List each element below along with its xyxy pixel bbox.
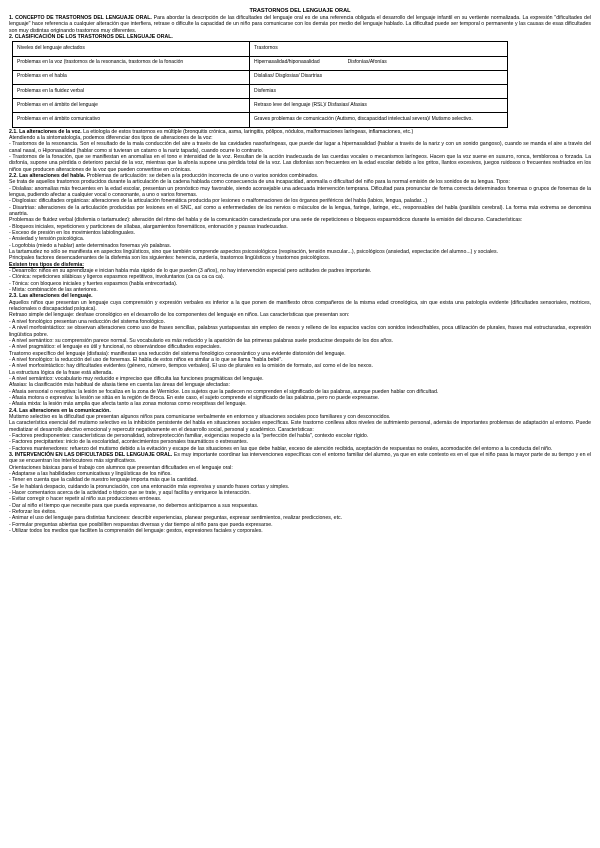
paragraph: Trastorno específico del lenguaje (disfasia): manifiestan una reducción del sistema fonológico consonántico y una evidente distorsión del lenguaje. bbox=[9, 350, 346, 357]
section-1-heading: 1. CONCEPTO DE TRASTORNOS DEL LENGUAJE ORAL. bbox=[9, 15, 152, 21]
list-item: - Afasia motora o expresiva: la lesión se sitúa en la región de Broca. En este caso, el sujeto comprende el significado de las palabras, pero no puede expresarse. bbox=[9, 394, 380, 401]
paragraph: Atendiendo a la sintomatología, podemos diferenciar dos tipos de alteraciones de la voz: bbox=[9, 134, 213, 141]
table-header-cell: Trastornos bbox=[250, 42, 508, 56]
table-cell-level: Problemas en el habla bbox=[13, 70, 250, 84]
paragraph: La característica esencial del mutismo selectivo es la inhibición persistente del habla en situaciones sociales específicas. Este trastorno conlleva altos niveles de sufrimiento personal, además de importantes problemas de adaptación al entorno. Puede mediatizar el desarrollo afectivo emocional y repercutir negativamente en el desarrollo social, personal y académico. Características: bbox=[9, 420, 591, 433]
list-item: - Se le hablará despacio, cuidando la pronunciación, con una entonación más expresiva y usando frases cortas y simples. bbox=[9, 483, 290, 490]
list-item: - A nivel fonológico presentan una reducción del sistema fonológico. bbox=[9, 318, 166, 325]
list-item: - A nivel morfosintáctico: se observan alteraciones como uso de frases sencillas, palabras yuxtapuestas sin empleo de nexos y relleno de los espacios vacíos con sonidos indescifrables, poca utilización de plurales, frases mal estructuradas, expresión lingüística pobre. bbox=[9, 325, 591, 338]
list-item: - Afasia sensorial o receptiva: la lesión se focaliza en la zona de Wernicke. Los sujetos que la padecen no comprenden el significado de las palabras, aunque pueden hablar con dificultad. bbox=[9, 388, 439, 395]
table-row bbox=[13, 56, 508, 70]
disorder-extra-text: Disfonías/Afonías bbox=[347, 59, 387, 66]
list-item: - A nivel fonológico: la reducción del uso de fonemas. El habla de estos niños es similar a lo que se llama "habla bebé". bbox=[9, 356, 283, 363]
table-cell-disorder: Disfemias bbox=[250, 84, 508, 98]
paragraph: Mutismo selectivo es la dificultad que presentan algunos niños para comunicarse verbalmente en entornos y situaciones sociales poco familiares y con desconocidos. bbox=[9, 413, 391, 420]
paragraph: La estructura lógica de la frase está alterada. bbox=[9, 369, 113, 376]
list-item: - Trastornos de la resonancia. Son el resultado de la mala conducción del aire a través de las cavidades nasofaríngeas, que puede dar lugar a hipernasalidad (hablar a través de la nariz y con un sonido gangoso), cuando se manda el aire a través del canal nasal, o Hiponasalidad (hablar como si tuvieran un catarro o la nariz tapada), cuando ocurre lo contrario. bbox=[9, 141, 591, 154]
list-item: - Factores predisponentes: características de personalidad, sobreprotección familiar, exigencias respecto a la "perfección del habla", contexto escolar rígido. bbox=[9, 433, 369, 439]
list-item: - A nivel pragmático: el lenguaje es útil y funcional, no observándose dificultades especiales. bbox=[9, 344, 221, 351]
list-item: - A nivel semántico: vocabulario muy reducido e impreciso que dificulta las funciones pragmáticas del lenguaje. bbox=[9, 375, 264, 382]
list-item: - Hacer comentarios acerca de la actividad o tópico que se trate, y aquí facilita y enriquece la interacción. bbox=[9, 490, 251, 497]
table-cell-disorder: Retraso leve del lenguaje (RSL)/ Disfasias/ Afasias bbox=[250, 99, 508, 113]
list-item: - Ansiedad y tensión psicológica. bbox=[9, 236, 85, 243]
table-row bbox=[13, 99, 508, 113]
table-cell-level: Problemas en la fluidez verbal bbox=[13, 84, 250, 98]
subsection-heading: 3. INTERVENCIÓN EN LAS DIFICULTADES DEL LENGUAJE ORAL. bbox=[9, 452, 173, 459]
list-item: - Tener en cuenta que la calidad de nuestro lenguaje importa más que la cantidad. bbox=[9, 477, 198, 484]
list-item: - Desarrollo: niños en su aprendizaje e inician habla más rápido de lo que pueden (3 años), no hay intervención especial pero actitudes de padres importante. bbox=[9, 268, 372, 275]
list-item: - Factores mantenedores: refuerzo del mutismo debido a la evitación y escape de las situaciones en las que debe hablar, exceso de atención recibida, aceptación de respuestas no orales, acomodación del entorno a la conducta del niño. bbox=[9, 445, 553, 452]
section-2-heading: 2. CLASIFICACIÓN DE LOS TRASTORNOS DEL LENGUAJE ORAL. bbox=[9, 34, 173, 41]
paragraph: Principales factores desencadenantes de la disfemia son los siguientes: herencia, zurdería, trastornos lingüísticos y trastornos psicológicos. bbox=[9, 255, 331, 262]
table-cell-level: Problemas en la voz (trastornos de la resonancia, trastornos de la fonación bbox=[13, 56, 250, 70]
document-title: TRASTORNOS DEL LENGUAJE ORAL bbox=[249, 8, 351, 14]
list-item: - Afasia mixta: la lesión más amplia que afecta tanto a las zonas motoras como receptivas del lenguaje. bbox=[9, 401, 247, 408]
table-header-cell: Niveles del lenguaje afectados bbox=[13, 42, 250, 56]
document-body bbox=[9, 129, 591, 535]
table-row bbox=[13, 84, 508, 98]
list-item: - Trastornos de la fonación, que se manifiestan en anomalías en el tono e intensidad de la voz. Resultan de la acción inadecuada de las cuerdas vocales o mecanismos laríngeos. Hacen que la voz suene en susurro, ronca, temblorosa o forzada. La disfonía, supone una pérdida o deterioro parcial de la voz, mientras que la afonía supone una pérdida total de la voz. Las disfonías son frecuentes en la edad escolar debido a los gritos, llantos excesivos, juegos ruidosos o frecuentes resfriados en los niños que producen alteraciones de la voz que pueden convertirse en crónicas. bbox=[9, 153, 591, 173]
table-cell-level: Problemas en el ámbito del lenguaje bbox=[13, 99, 250, 113]
paragraph: Afasias: la clasificación más habitual de afasia tiene en cuenta las áreas del lenguaje afectadas: bbox=[9, 382, 230, 389]
list-item: - Adaptarse a las habilidades comunicativas y lingüísticas de los niños. bbox=[9, 471, 172, 478]
list-item: - Disartrias: alteraciones de la articulación producidas por lesiones en el SNC, así como a enfermedades de los nervios o músculos de la lengua, faringe, laringe, etc., responsables del habla (parálisis cerebral). La forma más extrema se denomina anartria. bbox=[9, 204, 591, 217]
list-item: - Exceso de presión en los movimientos labiolinguales. bbox=[9, 230, 136, 236]
table-cell-level: Problemas en el ámbito comunicativo bbox=[13, 113, 250, 127]
underlined-heading: Existen tres tipos de disfemia: bbox=[9, 261, 84, 268]
list-item: - Evitar corregir o hacer repetir al niño sus producciones erróneas. bbox=[9, 496, 162, 503]
section-1 bbox=[9, 15, 591, 34]
table-cell-disorder: Dislalias/ Disglosias/ Disartrias bbox=[250, 70, 508, 84]
paragraph: Retraso simple del lenguaje: desfase cronológico en el desarrollo de los componentes del lenguaje en niños. Las características que presentan son: bbox=[9, 312, 350, 319]
subsection-heading: 2.2. Las alteraciones del habla. bbox=[9, 172, 86, 179]
table-row bbox=[13, 70, 508, 84]
subsection-heading: 2.1. La alteraciones de la voz. bbox=[9, 128, 82, 135]
table-cell-disorder: Graves problemas de comunicación (Autismo, discapacidad intelectual severa)/ Mutismo selectivo. bbox=[250, 113, 508, 127]
table-row bbox=[13, 113, 508, 127]
table-cell-disorder bbox=[250, 56, 508, 70]
list-item: - A nivel morfosintáctico: hay dificultades evidentes (género, número, tiempos verbales). El uso de plurales es la omisión de formato, así como el de los nexos. bbox=[9, 363, 373, 370]
paragraph: Orientaciones básicas para el trabajo con alumnos que presentan dificultades en el lenguaje oral: bbox=[9, 464, 233, 471]
list-item: - Reforzar los éxitos. bbox=[9, 509, 57, 516]
paragraph: Se trata de aquellos trastornos producidos durante la articulación de la cadena hablada como consecuencia de una incapacidad, anomalía o dificultad del niño para la normal emisión de los sonidos de su lengua. Tipos: bbox=[9, 179, 510, 186]
list-item: - Formular preguntas abiertas que posibiliten respuestas diversas y dar tiempo al niño para que pueda expresarse. bbox=[9, 521, 273, 528]
disorder-text: Hipernasalidad/hiponasalidad bbox=[254, 59, 320, 66]
list-item: - Animar el uso del lenguaje para distintas funciones: describir experiencias, planear preguntas, expresar sentimientos, realizar predicciones, etc. bbox=[9, 515, 343, 522]
section-paragraph bbox=[9, 452, 591, 465]
subsection-heading: 2.3. Las alteraciones del lenguaje. bbox=[9, 293, 93, 300]
list-item: - Clónica: repeticiones silábicas y ligeros espasmos repetitivos, involuntarios (ca ca ca ca ca). bbox=[9, 274, 225, 281]
paragraph: Aquellos niños que presentan un lenguaje cuya comprensión y expresión verbales es inferior a la que ponen de manifiesto otros compañeros de la misma edad cronológica, sin que exista una patología evidente (dificultades sensoriales, motrices, relacionales o discapacidad psíquica). bbox=[9, 299, 591, 313]
paragraph-text: Es muy importante coordinar las intervenciones específicas con el entorno familiar del alumno, ya que en este contexto es en el que el niño pasa la mayor parte de su tiempo y en el que se encuentran los interlocutores más significativos. bbox=[9, 452, 591, 465]
list-item: - Mixta: combinación de las anteriores. bbox=[9, 287, 98, 294]
paragraph-text: La etiología de estos trastornos es múltiple (bronquitis crónica, asma, laringitis, pólipos, nódulos, malformaciones laríngeas, inflamaciones, etc.) bbox=[81, 128, 414, 135]
list-item: - Utilizar todos los medios que faciliten la comprensión del lenguaje: gestos, expresiones faciales y corporales. bbox=[9, 528, 263, 535]
table-header-row bbox=[13, 42, 508, 56]
list-item: - Disglosias: dificultades orgánicas: alteraciones de la articulación fonemática producida por lesiones o malformaciones de los órganos periféricos del habla (labios, lengua, paladar...) bbox=[9, 198, 428, 205]
classification-table bbox=[12, 41, 508, 127]
list-item: - Factores precipitantes: inicio de la escolaridad, acontecimientos personales traumáticos o estresantes. bbox=[9, 439, 249, 446]
list-item: - Dislalias: anomalías más frecuentes en la edad escolar, presentan un pronóstico muy favorable, siendo aconsejable una adecuada intervención temprana. Dificultad para pronunciar de forma correcta determinados fonemas o grupos de fonemas de la lengua, pudiendo afectar a cualquier vocal o consonante, a uno o varios fonemas. bbox=[9, 185, 591, 198]
subsection-heading: 2.4. Las alteraciones en la comunicación. bbox=[9, 407, 111, 414]
section-1-text: Para abordar la descripción de las dificultades del lenguaje oral es de una referencia obligada el desarrollo del lenguaje infantil en su vertiente normalizada. La expresión "dificultades del lenguaje" hace referencia a cualquier alteración que interfiera, retrase o dificulte la capacidad de un niño para comunicarse con los demás por medio del lenguaje hablado. La dificultad puede ser temporal o permanente y las causas de esas dificultades son muy distintas originando trastornos muy diferentes. bbox=[9, 15, 591, 34]
paragraph: Problemas de fluidez verbal (disfemia o tartamudez): alteración del ritmo del habla y de la comunicación caracterizada por una serie de repeticiones o bloqueos espasmódicos durante la emisión del discurso. Características: bbox=[9, 217, 523, 224]
list-item: - A nivel semántico: su comprensión parece normal. Su vocabulario es más reducido y la aparición de las primeras palabras suele producirse después de los dos años. bbox=[9, 337, 394, 344]
list-item: - Dar al niño el tiempo que necesite para que pueda expresarse, no debemos anticiparnos a sus respuestas. bbox=[9, 502, 259, 509]
paragraph: La tartamudez no sólo se manifiesta en aspectos lingüísticos, sino que también comprende aspectos psicosiológicos (respiración, tensión muscular...), psicológicos (ansiedad, expectación del alumno...) y sociales. bbox=[9, 249, 499, 256]
paragraph-text: Problemas de articulación: se deben a la producción incorrecta de uno o varios sonidos combinados. bbox=[85, 172, 319, 179]
list-item: - Bloqueos iniciales, repeticiones y particiones de sílabas, alargamientos fonemáticos, entonación y pausas inadecuadas. bbox=[9, 223, 288, 230]
list-item: - Logofobia (miedo a hablar) ante determinados fonemas y/o palabras. bbox=[9, 242, 172, 249]
list-item: - Tónica: con bloqueos iniciales y fuertes espasmos (habla entrecortada). bbox=[9, 280, 178, 287]
